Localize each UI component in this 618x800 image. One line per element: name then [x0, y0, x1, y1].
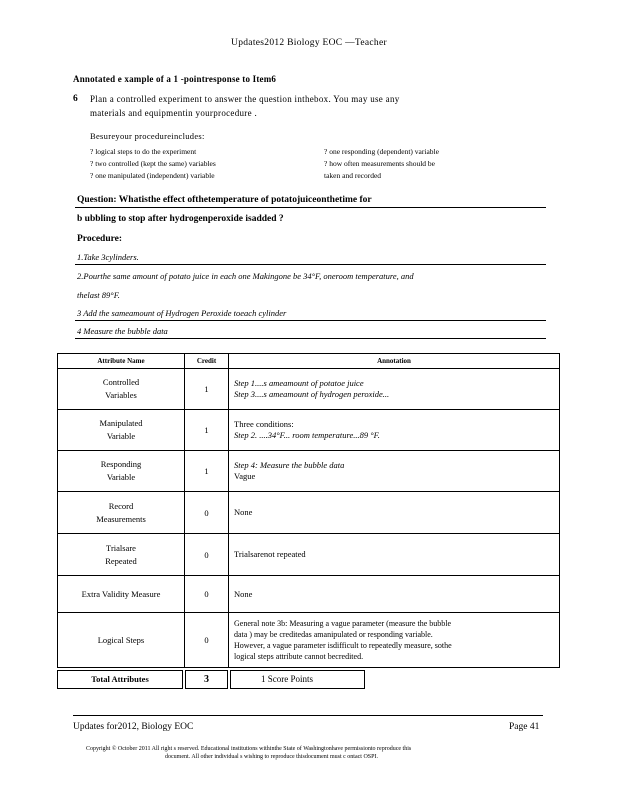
footer-rule	[73, 715, 543, 716]
annotation-text: Three conditions: Step 2. ....34°F... room temperature...89 °F.	[229, 410, 560, 451]
attribute-name: Responding Variable	[58, 451, 185, 492]
attribute-name: Manipulated Variable	[58, 410, 185, 451]
annotation-text: Trialsarenot repeated	[229, 534, 560, 576]
credit-value: 1	[185, 369, 229, 410]
response-question-line-2: b ubbling to stop after hydrogenperoxide isadded ?	[77, 214, 284, 224]
total-attributes-label: Total Attributes	[57, 670, 183, 689]
requirement-bullet: ? one responding (dependent) variable	[324, 147, 439, 156]
table-row	[58, 576, 560, 613]
response-rule	[75, 264, 546, 265]
column-header-credit: Credit	[185, 354, 229, 369]
table-row	[58, 369, 560, 410]
credit-value: 0	[185, 492, 229, 534]
annotation-text: Step 1....s ameamount of potatoe juice Step 3....s ameamount of hydrogen peroxide...	[229, 369, 560, 410]
response-rule	[75, 207, 546, 208]
credit-value: 1	[185, 410, 229, 451]
table-row	[58, 534, 560, 576]
copyright-line-2: document. All other individual s wishing to reproduce thisdocument must c ontact OSPI.	[165, 754, 378, 760]
credit-value: 0	[185, 613, 229, 668]
response-rule	[75, 338, 546, 339]
response-rule	[75, 320, 546, 321]
document-header: Updates2012 Biology EOC —Teacher	[231, 38, 387, 48]
scoring-annotation-table	[57, 353, 560, 668]
procedure-step: 3 Add the sameamount of Hydrogen Peroxide toeach cylinder	[77, 308, 287, 318]
page-number: Page 41	[509, 722, 540, 732]
attribute-name: Logical Steps	[58, 613, 185, 668]
column-header-attribute: Attribute Name	[58, 354, 185, 369]
table-row	[58, 451, 560, 492]
attribute-name: Extra Validity Measure	[58, 576, 185, 613]
requirement-bullet: ? logical steps to do the experiment	[90, 147, 197, 156]
column-header-annotation: Annotation	[229, 354, 560, 369]
total-credit-value: 3	[185, 670, 228, 689]
procedure-step: 1.Take 3cylinders.	[77, 252, 139, 262]
table-row	[58, 492, 560, 534]
question-number: 6	[73, 94, 78, 104]
procedure-step: thelast 89°F.	[77, 290, 120, 300]
procedure-step: 2.Pourthe same amount of potato juice in each one Makingone be 34°F, oneroom temperature, and	[77, 271, 414, 281]
procedure-label: Procedure:	[77, 234, 123, 244]
credit-value: 0	[185, 576, 229, 613]
response-question-line-1: Question: Whatisthe effect ofthetemperature of potatojuiceonthetime for	[77, 195, 372, 205]
attribute-name: Trialsare Repeated	[58, 534, 185, 576]
section-title: Annotated e xample of a 1 -pointresponse to Item6	[73, 74, 277, 84]
annotation-text: None	[229, 492, 560, 534]
table-row	[58, 410, 560, 451]
requirement-bullet: ? two controlled (kept the same) variables	[90, 159, 216, 168]
question-prompt-line-1: Plan a controlled experiment to answer the question inthebox. You may use any	[90, 94, 400, 104]
procedure-requirements-heading: Besureyour procedureincludes:	[90, 131, 205, 141]
requirement-bullet: taken and recorded	[324, 171, 382, 180]
credit-value: 0	[185, 534, 229, 576]
annotation-text: General note 3b: Measuring a vague parameter (measure the bubble data ) may be creditedas amanipulated or responding variable. However, a vague parameter isdifficult to repeatedly measure, sothe logical steps attribute cannot becredited.	[229, 613, 560, 668]
annotation-text: None	[229, 576, 560, 613]
copyright-line-1: Copyright © October 2011 All right s reserved. Educational institutions withinthe State of Washingtonhave permissionto reproduce this	[86, 746, 412, 752]
requirement-bullet: ? one manipulated (independent) variable	[90, 171, 215, 180]
attribute-name: Controlled Variables	[58, 369, 185, 410]
procedure-step: 4 Measure the bubble data	[77, 326, 168, 336]
annotation-text: Step 4: Measure the bubble data Vague	[229, 451, 560, 492]
footer-title: Updates for2012, Biology EOC	[73, 722, 194, 732]
score-points: 1 Score Points	[230, 670, 365, 689]
requirement-bullet: ? how often measurements should be	[324, 159, 436, 168]
question-prompt-line-2: materials and equipmentin yourprocedure .	[90, 108, 257, 118]
table-row	[58, 613, 560, 668]
credit-value: 1	[185, 451, 229, 492]
attribute-name: Record Measurements	[58, 492, 185, 534]
